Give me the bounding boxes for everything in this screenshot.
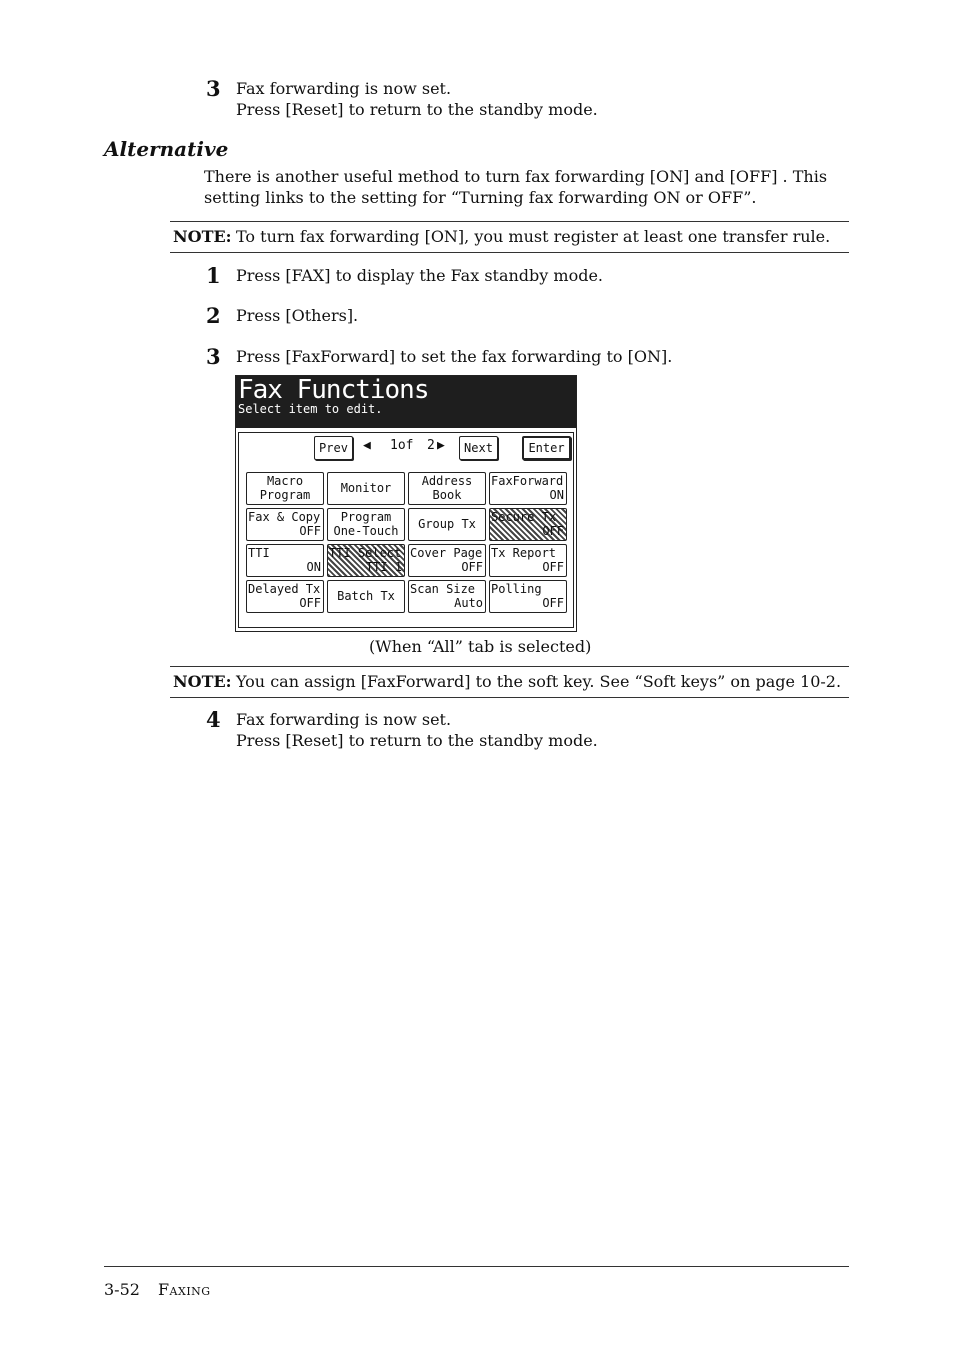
step-text: Press [FAX] to display the Fax standby mode.: [236, 266, 604, 285]
btn-value: TTI 1: [365, 560, 402, 574]
left-arrow-icon: ◀: [363, 438, 371, 453]
program-one-touch-button[interactable]: [327, 508, 405, 541]
step-number: 1: [206, 263, 221, 288]
btn-label: Tx Report: [491, 546, 557, 560]
btn-label: Monitor: [340, 481, 392, 495]
btn-value: Auto: [454, 596, 483, 610]
step-line: Press [Reset] to return to the standby mode.: [236, 731, 598, 750]
tti-button[interactable]: [246, 544, 324, 577]
note-label: NOTE:: [173, 672, 232, 691]
fax-copy-button[interactable]: [246, 508, 324, 541]
step-number: 3: [206, 76, 221, 101]
note-label: NOTE:: [173, 227, 232, 246]
delayed-tx-button[interactable]: [246, 580, 324, 613]
step-line: Fax forwarding is now set.: [236, 710, 452, 729]
step-number: 3: [206, 344, 221, 369]
polling-button[interactable]: [489, 580, 567, 613]
step-line: Press [Reset] to return to the standby mode.: [236, 100, 598, 119]
next-label: Next: [464, 441, 493, 455]
note-text: To turn fax forwarding [ON], you must register at least one transfer rule.: [236, 227, 831, 246]
step-text: Press [Others].: [236, 306, 359, 325]
page-number: 3-52: [104, 1280, 140, 1299]
btn-label: Delayed Tx: [248, 582, 321, 596]
address-book-button[interactable]: [408, 472, 486, 505]
btn-label: FaxForward: [491, 474, 564, 488]
note-box: [170, 666, 849, 698]
cover-page-button[interactable]: [408, 544, 486, 577]
right-arrow-icon: ▶: [437, 438, 445, 453]
btn-label: One-Touch: [333, 524, 399, 538]
note-text: You can assign [FaxForward] to the soft key. See “Soft keys” on page 10-2.: [236, 672, 842, 691]
btn-value: ON: [549, 488, 564, 502]
secure-tx-button: [489, 508, 567, 541]
screen-subtitle: Select item to edit.: [238, 402, 383, 416]
btn-value: OFF: [299, 596, 321, 610]
section-name: Faxing: [157, 1280, 211, 1299]
btn-label: Polling: [491, 582, 542, 596]
group-tx-button[interactable]: [408, 508, 486, 541]
btn-value: OFF: [542, 524, 564, 538]
btn-label: TTI: [248, 546, 270, 560]
note-box: [170, 221, 849, 253]
macro-program-button[interactable]: [246, 472, 324, 505]
screen-caption: (When “All” tab is selected): [369, 637, 592, 656]
btn-label: Cover Page: [410, 546, 483, 560]
enter-label: Enter: [528, 441, 565, 455]
btn-label: Batch Tx: [337, 589, 395, 603]
btn-value: ON: [306, 560, 321, 574]
monitor-button[interactable]: [327, 472, 405, 505]
footer-divider: [104, 1266, 849, 1267]
prev-label: Prev: [319, 441, 348, 455]
step-text: Press [FaxForward] to set the fax forwarding to [ON].: [236, 347, 673, 366]
btn-value: OFF: [542, 560, 564, 574]
btn-label: TTI Select: [329, 546, 402, 560]
btn-label: Fax & Copy: [248, 510, 321, 524]
btn-value: OFF: [461, 560, 483, 574]
faxforward-button[interactable]: [489, 472, 567, 505]
fax-functions-screen: [235, 375, 577, 632]
btn-value: OFF: [299, 524, 321, 538]
screen-title: Fax Functions: [238, 375, 429, 405]
next-button[interactable]: [459, 436, 498, 460]
btn-label: Book: [432, 488, 462, 502]
btn-label: Address: [421, 474, 473, 488]
step-line: Fax forwarding is now set.: [236, 79, 452, 98]
screen-header: [236, 376, 576, 428]
page-current: 1of: [390, 438, 414, 453]
page-total: 2: [427, 438, 435, 453]
prev-button[interactable]: [314, 436, 353, 460]
btn-label: Secure Tx: [491, 510, 557, 524]
section-heading: Alternative: [104, 137, 229, 161]
btn-label: Program: [259, 488, 311, 502]
btn-value: OFF: [542, 596, 564, 610]
step-text: [236, 78, 598, 120]
section-paragraph: There is another useful method to turn fax forwarding [ON] and [OFF] . This setting links to the setting for “Turning fax forwarding ON or OFF”.: [204, 167, 828, 207]
page-footer: [104, 1280, 211, 1299]
enter-button[interactable]: [522, 436, 571, 460]
batch-tx-button[interactable]: [327, 580, 405, 613]
tti-select-button: [327, 544, 405, 577]
btn-label: Program: [340, 510, 392, 524]
scan-size-button[interactable]: [408, 580, 486, 613]
step-number: 2: [206, 303, 221, 328]
step-number: 4: [206, 707, 221, 732]
btn-label: Group Tx: [418, 517, 476, 531]
tx-report-button[interactable]: [489, 544, 567, 577]
btn-label: Scan Size: [410, 582, 476, 596]
function-panel: [238, 432, 574, 628]
btn-label: Macro: [266, 474, 304, 488]
step-text: [236, 709, 598, 751]
